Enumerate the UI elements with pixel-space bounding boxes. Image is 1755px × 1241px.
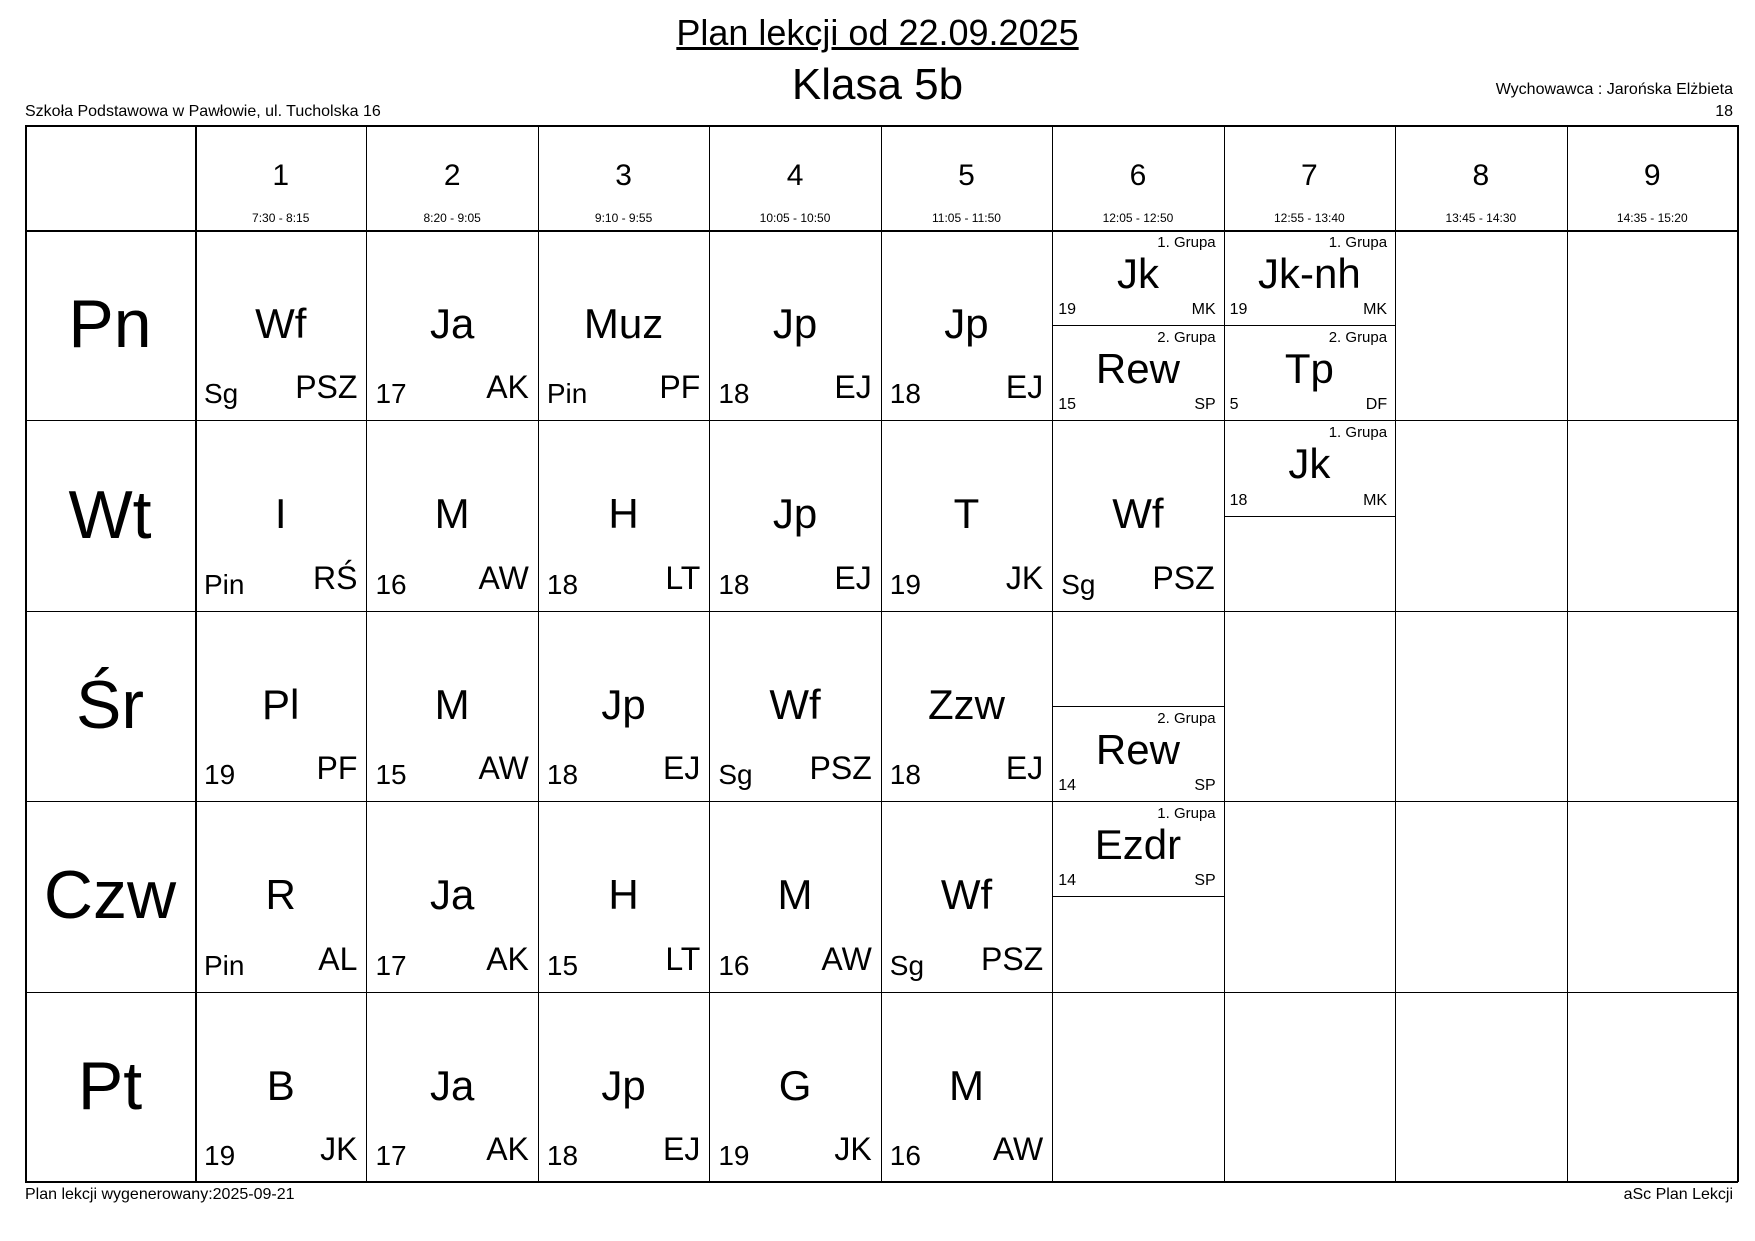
day-name: Pt xyxy=(77,1047,143,1124)
lesson-cell[interactable] xyxy=(538,992,709,1182)
lesson-teacher: AW xyxy=(992,1130,1044,1167)
lesson-room: 15 xyxy=(546,949,579,981)
lesson-room: Pin xyxy=(204,568,245,600)
period-time: 12:05 - 12:50 xyxy=(1102,211,1174,225)
period-number: 1 xyxy=(272,159,290,192)
period-header xyxy=(1224,125,1395,230)
lesson-cell[interactable] xyxy=(195,611,366,801)
period-header xyxy=(538,125,709,230)
lesson-teacher: EJ xyxy=(834,369,872,406)
period-number: 9 xyxy=(1643,159,1661,192)
day-label xyxy=(25,611,195,801)
schedule-title: Plan lekcji od 22.09.2025 xyxy=(676,12,1079,53)
lesson-cell[interactable] xyxy=(1224,420,1395,610)
lesson-cell[interactable] xyxy=(195,230,366,420)
lesson-cell[interactable] xyxy=(709,992,880,1182)
group-lesson[interactable] xyxy=(1052,230,1223,325)
lesson-cell[interactable] xyxy=(366,611,537,801)
period-number: 2 xyxy=(443,159,461,192)
lesson-teacher: EJ xyxy=(662,750,701,787)
lesson-cell[interactable] xyxy=(195,801,366,991)
group-divider xyxy=(1052,706,1223,707)
grid-column-line xyxy=(1224,125,1225,1182)
tutor-name: Wychowawca : Jarońska Elżbieta xyxy=(1495,81,1733,98)
lesson-subject: Wf xyxy=(940,871,993,919)
lesson-teacher: PSZ xyxy=(980,940,1044,977)
lesson-teacher: AK xyxy=(486,940,529,977)
day-name: Pn xyxy=(68,286,152,363)
period-time: 8:20 - 9:05 xyxy=(423,211,481,225)
lesson-teacher: JK xyxy=(1005,559,1044,596)
lesson-room: Sg xyxy=(1061,568,1096,600)
lesson-subject: Jp xyxy=(601,680,646,728)
lesson-teacher: PSZ xyxy=(295,369,358,406)
group-lesson[interactable] xyxy=(1052,801,1223,896)
lesson-teacher: RŚ xyxy=(312,559,358,596)
lesson-subject: Rew xyxy=(1095,345,1180,393)
group-label: 1. Grupa xyxy=(1157,234,1216,251)
lesson-teacher: EJ xyxy=(834,559,872,596)
lesson-teacher: AL xyxy=(318,940,358,977)
lesson-subject: H xyxy=(608,490,639,538)
lesson-teacher: LT xyxy=(665,940,701,977)
lesson-subject: Zzw xyxy=(927,680,1005,728)
lesson-room: 14 xyxy=(1058,872,1077,890)
lesson-cell[interactable] xyxy=(366,992,537,1182)
lesson-teacher: PSZ xyxy=(809,750,872,787)
lesson-subject: Rew xyxy=(1095,725,1180,773)
period-number: 3 xyxy=(615,159,632,192)
lesson-cell[interactable] xyxy=(538,611,709,801)
period-header xyxy=(195,125,366,230)
group-divider xyxy=(1052,896,1223,897)
lesson-teacher: PF xyxy=(659,369,701,406)
group-divider xyxy=(1224,325,1395,326)
lesson-room: 18 xyxy=(889,759,921,791)
group-label: 1. Grupa xyxy=(1157,805,1216,823)
grid-column-line xyxy=(1395,125,1396,1182)
tutor-room: 18 xyxy=(1715,103,1733,120)
lesson-cell[interactable] xyxy=(881,801,1052,991)
lesson-room: 19 xyxy=(1229,301,1248,319)
lesson-cell[interactable] xyxy=(366,230,537,420)
lesson-subject: Wf xyxy=(1112,490,1164,538)
lesson-cell[interactable] xyxy=(881,992,1052,1182)
day-label xyxy=(25,230,195,420)
lesson-room: 16 xyxy=(889,1139,921,1171)
lesson-room: Sg xyxy=(718,759,753,791)
period-number: 6 xyxy=(1129,159,1147,192)
period-time: 13:45 - 14:30 xyxy=(1445,211,1517,225)
group-lesson[interactable] xyxy=(1224,420,1395,515)
lesson-cell[interactable] xyxy=(1224,230,1395,420)
lesson-room: 5 xyxy=(1229,396,1239,414)
lesson-teacher: AW xyxy=(478,750,529,787)
lesson-cell[interactable] xyxy=(366,420,537,610)
lesson-subject: M xyxy=(434,680,470,728)
grid-column-line xyxy=(538,125,539,1182)
lesson-subject: Jp xyxy=(601,1061,646,1109)
lesson-teacher: JK xyxy=(320,1130,358,1167)
lesson-teacher: AW xyxy=(478,559,529,596)
lesson-room: 18 xyxy=(889,378,921,410)
group-label: 1. Grupa xyxy=(1328,234,1388,251)
lesson-cell[interactable] xyxy=(881,420,1052,610)
lesson-room: 18 xyxy=(718,568,750,600)
lesson-room: Pin xyxy=(546,378,588,410)
period-time: 9:10 - 9:55 xyxy=(594,211,653,225)
lesson-cell[interactable] xyxy=(538,230,709,420)
period-time: 11:05 - 11:50 xyxy=(932,211,1001,225)
lesson-teacher: AK xyxy=(486,369,529,406)
group-label: 1. Grupa xyxy=(1328,424,1388,442)
day-name: Wt xyxy=(68,476,152,553)
period-number: 8 xyxy=(1472,159,1490,192)
period-time: 12:55 - 13:40 xyxy=(1274,211,1345,225)
lesson-room: 15 xyxy=(375,759,407,791)
day-name: Czw xyxy=(43,857,177,934)
lesson-teacher: LT xyxy=(665,559,701,596)
lesson-room: 19 xyxy=(889,568,921,600)
day-label xyxy=(25,992,195,1182)
lesson-teacher: MK xyxy=(1191,301,1216,319)
lesson-teacher: AW xyxy=(821,940,872,977)
lesson-subject: Jk xyxy=(1288,440,1331,488)
lesson-teacher: PF xyxy=(316,750,358,787)
lesson-teacher: MK xyxy=(1363,491,1388,509)
lesson-teacher: EJ xyxy=(1005,369,1044,406)
lesson-subject: M xyxy=(948,1061,984,1109)
lesson-room: 16 xyxy=(375,568,407,600)
grid-border-left xyxy=(25,125,27,1182)
lesson-teacher: EJ xyxy=(1005,750,1044,787)
lesson-teacher: PSZ xyxy=(1152,559,1215,596)
lesson-subject: M xyxy=(434,490,470,538)
period-number: 7 xyxy=(1301,159,1318,192)
lesson-cell[interactable] xyxy=(709,801,880,991)
grid-border-right xyxy=(1737,125,1739,1182)
lesson-subject: Wf xyxy=(769,680,821,728)
lesson-cell[interactable] xyxy=(1052,801,1223,991)
group-lesson[interactable] xyxy=(1052,706,1223,801)
lesson-room: 17 xyxy=(375,1139,407,1171)
group-lesson[interactable] xyxy=(1224,230,1395,325)
group-label: 2. Grupa xyxy=(1328,329,1388,347)
lesson-subject: T xyxy=(953,490,980,538)
group-label: 2. Grupa xyxy=(1157,329,1216,347)
period-header xyxy=(366,125,537,230)
lesson-teacher: MK xyxy=(1363,301,1388,319)
grid-column-line xyxy=(881,125,882,1182)
lesson-cell[interactable] xyxy=(1052,230,1223,420)
period-time: 14:35 - 15:20 xyxy=(1616,211,1688,225)
class-name: Klasa 5b xyxy=(791,60,964,109)
grid-column-line xyxy=(366,125,367,1182)
period-number: 5 xyxy=(958,159,975,192)
grid-column-line xyxy=(709,125,710,1182)
lesson-cell[interactable] xyxy=(881,611,1052,801)
lesson-cell[interactable] xyxy=(1052,420,1223,610)
lesson-subject: Jp xyxy=(944,300,989,347)
period-header xyxy=(881,125,1052,230)
lesson-subject: Jk-nh xyxy=(1258,250,1361,297)
generated-date: Plan lekcji wygenerowany:2025-09-21 xyxy=(25,1186,295,1203)
day-name: Śr xyxy=(76,666,144,743)
grid-day-column-line xyxy=(195,125,197,1182)
lesson-teacher: SP xyxy=(1194,777,1216,795)
lesson-cell[interactable] xyxy=(195,992,366,1182)
lesson-room: 19 xyxy=(204,1139,236,1171)
lesson-subject: Wf xyxy=(255,300,307,347)
lesson-room: 19 xyxy=(204,759,236,791)
lesson-subject: H xyxy=(608,871,639,919)
lesson-room: Pin xyxy=(204,949,245,981)
lesson-subject: Ja xyxy=(429,871,475,919)
lesson-subject: Ja xyxy=(429,300,475,347)
lesson-room: 17 xyxy=(375,378,407,410)
lesson-cell[interactable] xyxy=(366,801,537,991)
lesson-room: Sg xyxy=(204,378,239,410)
lesson-room: 19 xyxy=(718,1139,750,1171)
grid-column-line xyxy=(1567,125,1568,1182)
lesson-teacher: DF xyxy=(1365,396,1388,414)
lesson-room: 19 xyxy=(1058,301,1077,319)
lesson-subject: Jp xyxy=(772,300,818,347)
lesson-teacher: EJ xyxy=(662,1130,701,1167)
lesson-subject: Ja xyxy=(429,1061,475,1109)
group-divider xyxy=(1224,516,1395,517)
day-label xyxy=(25,801,195,991)
lesson-teacher: JK xyxy=(834,1130,872,1167)
group-label: 2. Grupa xyxy=(1157,709,1216,727)
period-number: 4 xyxy=(786,159,804,192)
lesson-cell[interactable] xyxy=(1052,611,1223,801)
lesson-teacher: AK xyxy=(486,1130,529,1167)
lesson-cell[interactable] xyxy=(538,801,709,991)
day-label xyxy=(25,420,195,610)
group-lesson[interactable] xyxy=(1052,325,1223,420)
lesson-room: 15 xyxy=(1058,396,1077,414)
period-header xyxy=(1052,125,1223,230)
lesson-room: 18 xyxy=(546,1139,579,1171)
period-time: 7:30 - 8:15 xyxy=(252,211,310,225)
lesson-cell[interactable] xyxy=(538,420,709,610)
lesson-cell[interactable] xyxy=(709,420,880,610)
lesson-subject: Jp xyxy=(772,490,818,538)
lesson-subject: Jk xyxy=(1116,250,1159,297)
lesson-room: Sg xyxy=(889,949,925,981)
app-name: aSc Plan Lekcji xyxy=(1623,1186,1733,1203)
lesson-subject: Tp xyxy=(1284,345,1334,393)
group-divider xyxy=(1052,325,1223,326)
lesson-subject: I xyxy=(274,490,287,538)
school-name: Szkoła Podstawowa w Pawłowie, ul. Tucholska 16 xyxy=(25,103,381,120)
lesson-cell[interactable] xyxy=(709,230,880,420)
lesson-subject: G xyxy=(778,1061,812,1109)
lesson-room: 14 xyxy=(1058,777,1077,795)
lesson-cell[interactable] xyxy=(709,611,880,801)
lesson-room: 18 xyxy=(546,759,579,791)
lesson-subject: B xyxy=(266,1061,295,1109)
lesson-teacher: SP xyxy=(1194,872,1216,890)
lesson-subject: Ezdr xyxy=(1094,821,1182,869)
lesson-room: 17 xyxy=(375,949,407,981)
lesson-cell[interactable] xyxy=(195,420,366,610)
lesson-room: 18 xyxy=(546,568,579,600)
lesson-teacher: SP xyxy=(1194,396,1216,414)
period-header xyxy=(1395,125,1566,230)
lesson-subject: M xyxy=(777,871,813,919)
period-time: 10:05 - 10:50 xyxy=(759,211,831,225)
lesson-subject: R xyxy=(265,871,296,919)
lesson-room: 16 xyxy=(718,949,750,981)
lesson-subject: Pl xyxy=(262,680,300,728)
lesson-room: 18 xyxy=(718,378,750,410)
lesson-subject: Muz xyxy=(583,300,664,347)
lesson-cell[interactable] xyxy=(881,230,1052,420)
period-header xyxy=(1567,125,1738,230)
group-lesson[interactable] xyxy=(1224,325,1395,420)
period-header xyxy=(709,125,880,230)
lesson-room: 18 xyxy=(1229,491,1248,509)
grid-column-line xyxy=(1052,125,1053,1182)
